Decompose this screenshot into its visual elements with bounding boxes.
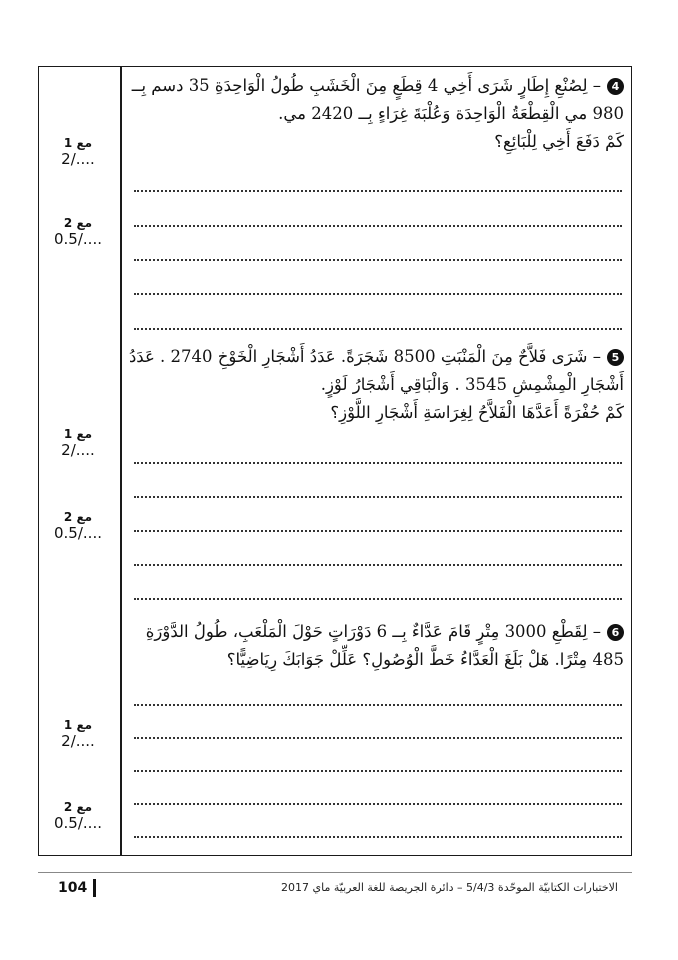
score-crit1-ex4 — [38, 136, 118, 168]
exercise-4 — [128, 72, 624, 156]
exercise-number-badge: 4 — [607, 78, 624, 95]
answer-line[interactable] — [134, 328, 622, 330]
exercise-text: – لِقَطْعِ 3000 مِتْرٍ قَامَ عَدَّاءٌ بِــ 6 دَوْرَاتٍ حَوْلَ الْمَلْعَبِ، طُولُ الدَّوْرَةِ — [145, 622, 601, 641]
exercise-5-line-1 — [128, 343, 624, 371]
exercise-4-line-2: 980 مي الْقِطْعَةُ الْوَاحِدَة وَعُلْبَةَ غِرَاءٍ بِــ 2420 مي. — [278, 104, 624, 123]
footer-caption: الاختبارات الكتابيّة الموحّدة 5/4/3 – دائرة الجريصة للغة العربيّة ماي 2017 — [281, 881, 618, 894]
criterion-label: مع 2 — [63, 800, 93, 814]
exercise-6-line-2: 485 مِتْرًا. هَلْ بَلَغَ الْعَدَّاءُ خَطَّ الْوُصُولِ؟ عَلِّلْ جَوَابَكَ رِيَاضِيًّا؟ — [226, 650, 624, 669]
score-column-divider — [120, 66, 122, 856]
answer-line[interactable] — [134, 293, 622, 295]
answer-line[interactable] — [134, 803, 622, 805]
answer-line[interactable] — [134, 564, 622, 566]
score-blank: 0.5/.... — [54, 814, 102, 832]
exercise-5-line-2: أَشْجَارِ الْمِشْمِشِ 3545 . وَالْبَاقِي أَشْجَارُ لَوْزٍ. — [320, 375, 624, 394]
criterion-label: مع 1 — [63, 718, 93, 732]
criterion-label: مع 2 — [63, 510, 93, 524]
exercise-number-badge: 5 — [607, 349, 624, 366]
score-crit2-ex4 — [38, 216, 118, 248]
answer-line[interactable] — [134, 598, 622, 600]
exercise-6 — [128, 618, 624, 674]
exercise-4-question: كَمْ دَفَعَ أَخِي لِلْبَائِعِ؟ — [494, 132, 624, 151]
score-blank: 0.5/.... — [54, 524, 102, 542]
footer-rule — [38, 872, 632, 873]
score-crit1-ex6 — [38, 718, 118, 750]
criterion-label: مع 1 — [63, 136, 93, 150]
criterion-label: مع 2 — [63, 216, 93, 230]
answer-line[interactable] — [134, 770, 622, 772]
exercise-number-badge: 6 — [607, 624, 624, 641]
score-blank: 2/.... — [61, 150, 95, 168]
answer-line[interactable] — [134, 225, 622, 227]
answer-line[interactable] — [134, 737, 622, 739]
exercise-5 — [128, 343, 624, 427]
score-blank: 0.5/.... — [54, 230, 102, 248]
exercise-5-question: كَمْ حُفْرَةً أَعَدَّهَا الْفَلاَّحُ لِغِرَاسَةِ أَشْجَارِ اللَّوْزِ؟ — [330, 403, 624, 422]
criterion-label: مع 1 — [63, 427, 93, 441]
answer-line[interactable] — [134, 836, 622, 838]
exercise-text: – لِصُنْعِ إِطَارٍ شَرَى أَخِي 4 قِطَعٍ مِنَ الْخَشَبِ طُولُ الْوَاحِدَةِ 35 دسم بِــ — [131, 76, 601, 95]
score-blank: 2/.... — [61, 732, 95, 750]
exercise-4-line-1 — [128, 72, 624, 100]
answer-line[interactable] — [134, 462, 622, 464]
page-number: 104 — [58, 879, 96, 897]
answer-line[interactable] — [134, 496, 622, 498]
answer-line[interactable] — [134, 190, 622, 192]
exercise-text: – شَرَى فَلاَّحٌ مِنَ الْمَنْبَتِ 8500 شَجَرَةً. عَدَدُ أَشْجَارِ الْخَوْخِ 2740 . عَدَدُ — [128, 347, 601, 366]
answer-line[interactable] — [134, 530, 622, 532]
score-blank: 2/.... — [61, 441, 95, 459]
score-crit1-ex5 — [38, 427, 118, 459]
score-crit2-ex5 — [38, 510, 118, 542]
exercise-6-line-1 — [128, 618, 624, 646]
score-crit2-ex6 — [38, 800, 118, 832]
answer-line[interactable] — [134, 704, 622, 706]
answer-line[interactable] — [134, 259, 622, 261]
